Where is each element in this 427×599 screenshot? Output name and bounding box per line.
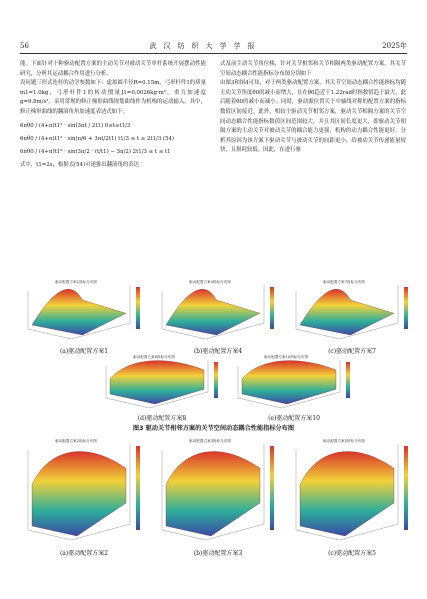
subfigure-caption: (a)驱动配置方案2 bbox=[59, 550, 109, 557]
surface-plot-panel bbox=[156, 436, 280, 544]
issue-year: 2025年 bbox=[382, 42, 407, 50]
subfigure-caption: (b)驱动配置方案3 bbox=[193, 550, 243, 557]
surface-plot-panel bbox=[100, 352, 224, 412]
surface-plot-panel bbox=[22, 277, 146, 343]
surface-plot-panel bbox=[290, 436, 414, 544]
equation-line: 6πθ0 / (4+π)t1² · sin(3πt / 2t1) 0≤t≤t1/3 bbox=[20, 122, 131, 129]
colorbar bbox=[404, 446, 408, 530]
subfigure-caption: (a)驱动配置方案1 bbox=[59, 348, 109, 355]
figure-3-caption: 图3 驱动关节相邻方案的关节空间动态耦合性能指标分布图 bbox=[132, 425, 295, 432]
plot-title: 驱动配置方案1指标分布图 bbox=[55, 280, 97, 284]
plot-title: 驱动配置方案2指标分布图 bbox=[55, 439, 97, 443]
page-header bbox=[20, 40, 407, 52]
plot-title: 驱动配置方案3指标分布图 bbox=[189, 439, 231, 443]
coupling-surface bbox=[242, 361, 336, 404]
page-number: 56 bbox=[20, 42, 29, 50]
right-paragraph-2: 由图3和图4可知，对于两类驱动配置方案，其关节空间动态耦合性能指标均随主动关节角度θ0的减小而增大，且在θ0趋近于1.22rad时指数值趋于最大，此后随着θ0的减小而减小。同时，驱动源位置关于中轴线对称的配置方案的指标数值区间接近。此外，相较于驱动关节相邻方案，驱动关节相隔方案的关节空间动态耦合性能指标数值区间范围较大，并且其区间长度更大，即驱动关节相隔方案的主动关节对被动关节的耦合能力更强，机构的动力耦合性能更好。分析其原因为该方案下驱动关节与被动关节的间距更小，给被动关节传递能量较快，且损耗较低。因此，在进行驱 bbox=[220, 80, 406, 154]
surface-plot bbox=[22, 436, 146, 544]
colorbar bbox=[346, 362, 350, 398]
subfigure-caption: (c)驱动配置方案7 bbox=[328, 348, 376, 355]
plot-title: 驱动配置方案5指标分布图 bbox=[323, 439, 365, 443]
surface-plot bbox=[100, 352, 224, 412]
coupling-surface bbox=[110, 361, 204, 404]
surface-plot-panel bbox=[232, 352, 356, 412]
subfigure-caption: (c)驱动配置方案5 bbox=[328, 550, 376, 557]
surface-plot bbox=[156, 277, 280, 343]
plot-title: 驱动配置方案10指标分布图 bbox=[263, 355, 309, 359]
subfigure-caption: (e)驱动配置方案10 bbox=[268, 415, 320, 422]
colorbar bbox=[270, 446, 274, 530]
left-paragraph-2: 设问题三形式连杆的动学参数如下：虚拟圆半径R=0.15m，弓形杆件1的质量m1=1.0kg，弓形杆件1的转动惯量J1=0.0026kg·m²，重力加速度g=9.8m/s²。采用常规的修正梯形曲线规划曲线作为机构的运动输入。其中，修正梯形曲线的翻滚角角加速度表达式如下： bbox=[20, 80, 206, 115]
equation-54 bbox=[20, 120, 206, 159]
plot-title: 驱动配置方案8指标分布图 bbox=[133, 355, 175, 359]
colorbar bbox=[136, 446, 140, 530]
surface-plot bbox=[156, 436, 280, 544]
coupling-surface bbox=[300, 452, 394, 536]
plot-title: 驱动配置方案4指标分布图 bbox=[189, 280, 231, 284]
right-paragraph-1: 式及前主动关节角位移，针对关节相邻和关节相隔两类驱动配置方案，其关节空间动态耦合性能指标分布图分别如下 bbox=[220, 61, 406, 77]
subfigure-caption: (b)驱动配置方案4 bbox=[193, 348, 243, 355]
colorbar bbox=[136, 287, 140, 329]
journal-title: 武汉纺织大学学报 bbox=[149, 42, 262, 50]
surface-plot bbox=[22, 277, 146, 343]
surface-plot-panel bbox=[290, 277, 414, 343]
colorbar bbox=[214, 362, 218, 398]
subfigure-caption: (d)驱动配置方案8 bbox=[137, 415, 187, 422]
surface-plot-panel bbox=[22, 436, 146, 544]
left-paragraph-3: 式中，t1=2s，根据式(54)可递推出翻滚角的表达 bbox=[20, 161, 140, 168]
surface-plot bbox=[232, 352, 356, 412]
equation-line: 6πθ0 / (4+π)t1² · sin(π/6 + 3πt/2t1) t1/3 ≤ t ≤ 2t1/3 (54) bbox=[20, 135, 175, 142]
equation-line: 6πθ0 / (4+π)t1² · sin(3π/2 · (t/t1) − 3π/2) 2t1/3 ≤ t ≤ t1 bbox=[20, 148, 171, 155]
coupling-surface bbox=[32, 452, 126, 536]
colorbar bbox=[270, 287, 274, 329]
right-column bbox=[220, 60, 406, 156]
left-column bbox=[20, 60, 206, 170]
colorbar bbox=[404, 287, 408, 329]
surface-plot bbox=[290, 436, 414, 544]
surface-plot-panel bbox=[156, 277, 280, 343]
coupling-surface bbox=[166, 452, 260, 536]
left-paragraph-1: 能。下面针对十种驱动配置方案的主动关节对被动关节单杆系统开展摆动性能研究，分析其运动耦合作用进行分析。 bbox=[20, 61, 206, 77]
surface-plot bbox=[290, 277, 414, 343]
header-rule bbox=[20, 53, 407, 54]
plot-title: 驱动配置方案7指标分布图 bbox=[323, 280, 365, 284]
